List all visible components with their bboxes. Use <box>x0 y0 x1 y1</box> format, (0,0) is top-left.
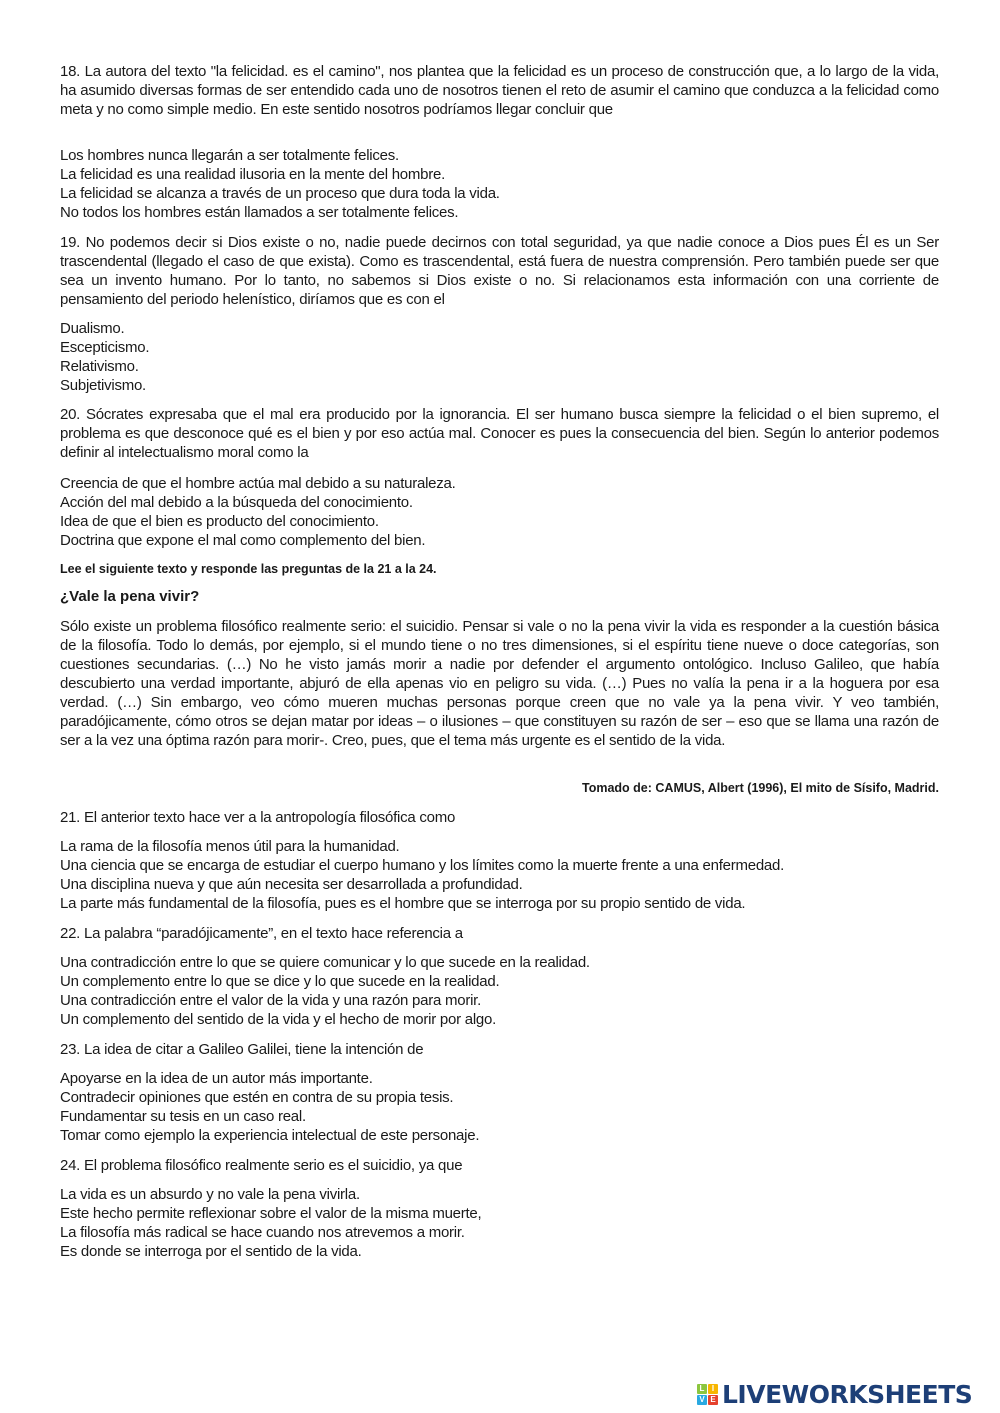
option[interactable]: Dualismo. <box>60 320 125 337</box>
logo-letter: V <box>697 1395 707 1405</box>
logo-letter: L <box>697 1384 707 1394</box>
option[interactable]: Fundamentar su tesis en un caso real. <box>60 1108 306 1125</box>
reading-source: Tomado de: CAMUS, Albert (1996), El mito de Sísifo, Madrid. <box>582 781 939 795</box>
question-19-options <box>60 319 939 395</box>
logo-icon <box>697 1384 718 1405</box>
option[interactable]: Doctrina que expone el mal como complemento del bien. <box>60 532 426 549</box>
question-20-options <box>60 474 939 550</box>
question-24-text: 24. El problema filosófico realmente serio es el suicidio, ya que <box>60 1157 463 1174</box>
option[interactable]: Este hecho permite reflexionar sobre el valor de la misma muerte, <box>60 1205 482 1222</box>
option[interactable]: La parte más fundamental de la filosofía, pues es el hombre que se interroga por su propio sentido de vida. <box>60 895 746 912</box>
reading-instruction: Lee el siguiente texto y responde las preguntas de la 21 a la 24. <box>60 562 437 576</box>
question-21-text: 21. El anterior texto hace ver a la antropología filosófica como <box>60 809 456 826</box>
question-19-text: 19. No podemos decir si Dios existe o no, nadie puede decirnos con total seguridad, ya que nadie conoce a Dios pues Él es un Ser trascendental (llegado el caso de que exista). Como es trascendental, está fuera de nuestra comprensión. Pero también puede ser que sea un invento humano. Por lo tanto, no sabemos si Dios existe o no. Si relacionamos esta información con una corriente de pensamiento del periodo helenístico, diríamos que es con el <box>60 234 939 308</box>
question-20-text: 20. Sócrates expresaba que el mal era producido por la ignorancia. El ser humano busca siempre la felicidad o el bien supremo, el problema es que desconoce qué es el bien y por eso actúa mal. Conocer es pues la consecuencia del bien. Según lo anterior podemos definir al intelectualismo moral como la <box>60 406 939 461</box>
option[interactable]: La felicidad es una realidad ilusoria en la mente del hombre. <box>60 166 445 183</box>
option[interactable]: Creencia de que el hombre actúa mal debido a su naturaleza. <box>60 475 456 492</box>
logo-letter: E <box>708 1395 718 1405</box>
logo-text: LIVEWORKSHEETS <box>722 1380 973 1409</box>
option[interactable]: Una disciplina nueva y que aún necesita ser desarrollada a profundidad. <box>60 876 523 893</box>
option[interactable]: Una ciencia que se encarga de estudiar el cuerpo humano y los límites como la muerte frente a una enfermedad. <box>60 857 785 874</box>
option[interactable]: Contradecir opiniones que estén en contra de su propia tesis. <box>60 1089 454 1106</box>
option[interactable]: Un complemento del sentido de la vida y el hecho de morir por algo. <box>60 1011 497 1028</box>
option[interactable]: Una contradicción entre el valor de la vida y una razón para morir. <box>60 992 481 1009</box>
option[interactable]: Relativismo. <box>60 358 139 375</box>
liveworksheets-logo <box>697 1380 972 1409</box>
logo-letter: I <box>708 1384 718 1394</box>
option[interactable]: Tomar como ejemplo la experiencia intelectual de este personaje. <box>60 1127 480 1144</box>
option[interactable]: Apoyarse en la idea de un autor más importante. <box>60 1070 373 1087</box>
option[interactable]: Una contradicción entre lo que se quiere comunicar y lo que sucede en la realidad. <box>60 954 590 971</box>
option[interactable]: La filosofía más radical se hace cuando nos atrevemos a morir. <box>60 1224 465 1241</box>
question-22-options <box>60 953 939 1029</box>
option[interactable]: La vida es un absurdo y no vale la pena vivirla. <box>60 1186 360 1203</box>
question-18-options <box>60 146 939 222</box>
reading-title: ¿Vale la pena vivir? <box>60 588 200 605</box>
question-18-text: 18. La autora del texto "la felicidad. es el camino", nos plantea que la felicidad es un proceso de construcción que, a lo largo de la vida, ha asumido diversas formas de ser entendido cada uno de nosotros tienen el reto de asumir el camino que conduzca a la felicidad como meta y no como simple medio. En este sentido nosotros podríamos llegar concluir que <box>60 63 939 118</box>
option[interactable]: No todos los hombres están llamados a ser totalmente felices. <box>60 204 459 221</box>
option[interactable]: La rama de la filosofía menos útil para la humanidad. <box>60 838 400 855</box>
option[interactable]: Escepticismo. <box>60 339 150 356</box>
option[interactable]: Los hombres nunca llegarán a ser totalmente felices. <box>60 147 399 164</box>
question-23-options <box>60 1069 939 1145</box>
option[interactable]: Es donde se interroga por el sentido de la vida. <box>60 1243 362 1260</box>
option[interactable]: Acción del mal debido a la búsqueda del conocimiento. <box>60 494 413 511</box>
option[interactable]: Subjetivismo. <box>60 377 146 394</box>
question-23-text: 23. La idea de citar a Galileo Galilei, tiene la intención de <box>60 1041 424 1058</box>
question-21-options <box>60 837 939 913</box>
option[interactable]: Idea de que el bien es producto del conocimiento. <box>60 513 379 530</box>
option[interactable]: La felicidad se alcanza a través de un proceso que dura toda la vida. <box>60 185 500 202</box>
reading-passage: Sólo existe un problema filosófico realmente serio: el suicidio. Pensar si vale o no la pena vivir la vida es responder a la cuestión básica de la filosofía. Todo lo demás, por ejemplo, si el mundo tiene o no tres dimensiones, si el espíritu tiene nueve o doce categorías, son cuestiones secundarias. (…) No he visto jamás morir a nadie por defender el argumento ontológico. Incluso Galileo, que había descubierto una verdad importante, abjuró de ella apenas vio en peligro su vida. (…) Pues no valía la pena ir a la hoguera por esa verdad. (…) Sin embargo, veo cómo mueren muchas personas porque creen que no vale ya la pena vivir. Y veo también, paradójicamente, cómo otros se dejan matar por ideas – o ilusiones – que constituyen su razón de ser – eso que se llama una razón de ser a la vez una óptima razón para morir-. Creo, pues, que el tema más urgente es el sentido de la vida. <box>60 618 939 749</box>
option[interactable]: Un complemento entre lo que se dice y lo que sucede en la realidad. <box>60 973 500 990</box>
question-24-options <box>60 1185 939 1261</box>
question-22-text: 22. La palabra “paradójicamente”, en el texto hace referencia a <box>60 925 463 942</box>
